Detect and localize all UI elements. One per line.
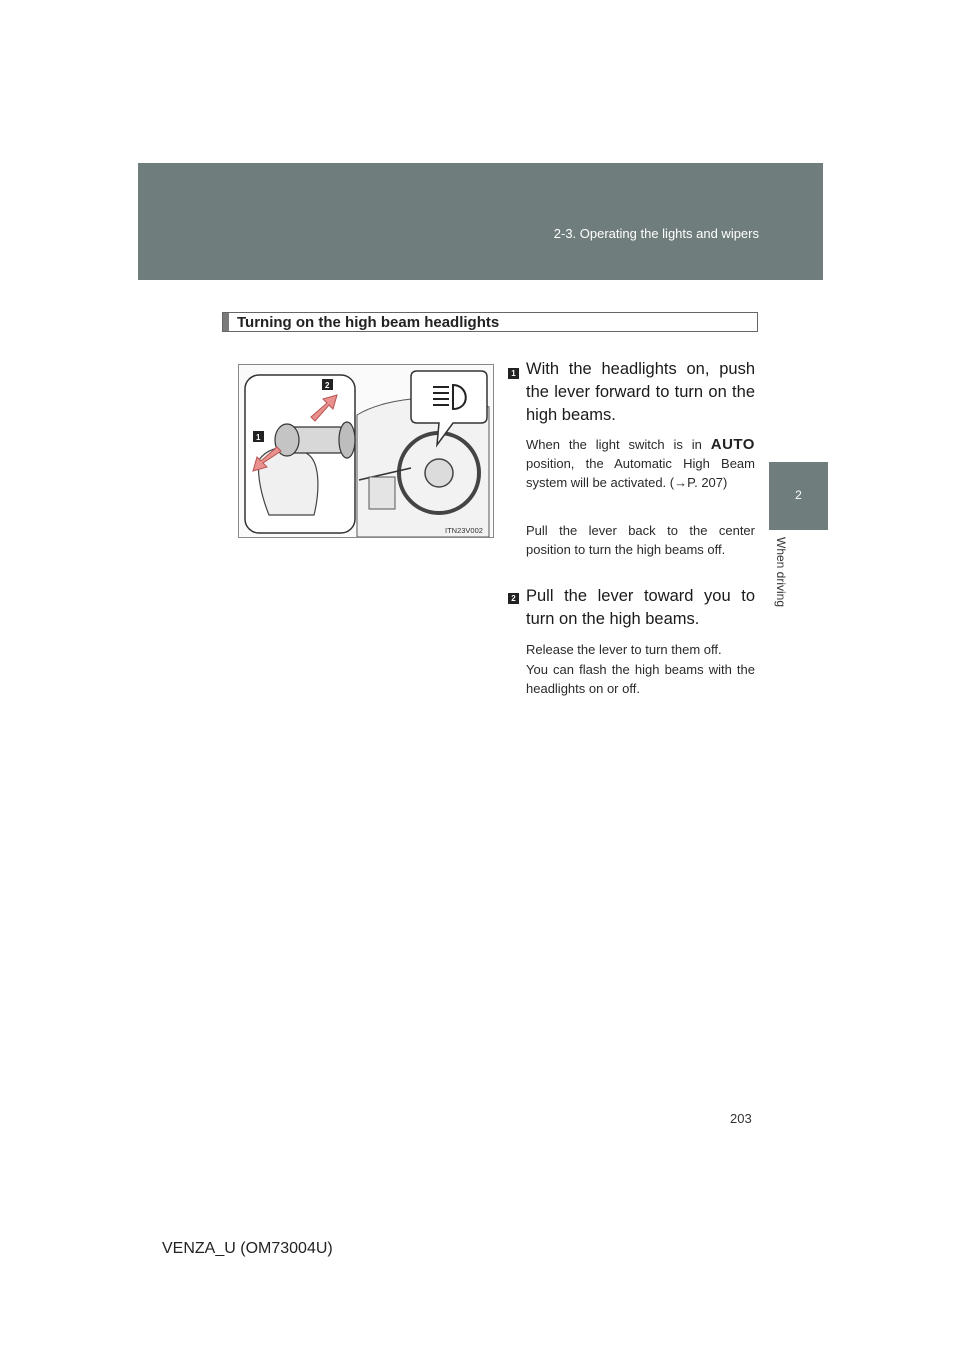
auto-symbol: AUTO: [710, 436, 755, 453]
section-heading: [222, 312, 758, 332]
step-2-marker: 2: [508, 593, 519, 604]
step-2-text: Pull the lever toward you to turn on the high beams.: [526, 587, 755, 628]
note-release: Release the lever to turn them off.: [526, 642, 722, 657]
heading-bar: [223, 313, 229, 331]
chapter-label-text: When driving: [774, 537, 788, 608]
page-number: 203: [730, 1111, 752, 1126]
step-1-marker: 1: [508, 368, 519, 379]
section-title: 2-3. Operating the lights and wipers: [553, 226, 759, 241]
chapter-tab: [769, 462, 828, 530]
document-code: VENZA_U (OM73004U): [162, 1240, 333, 1257]
step-1-text: With the headlights on, push the lever forward to turn on the high beams.: [526, 360, 755, 424]
chapter-number: 2: [795, 488, 802, 502]
note-flash: You can flash the high beams with the headlights on or off.: [526, 662, 755, 696]
console-panel: [369, 477, 395, 509]
lever-illustration: [238, 364, 494, 538]
heading-text: Turning on the high beam headlights: [237, 314, 500, 331]
note-auto-before: When the light switch is in: [526, 437, 702, 452]
note-auto: [526, 435, 755, 492]
marker-1-label: 1: [256, 433, 261, 442]
marker-2-label: 2: [325, 381, 330, 390]
illustration-drawing: [239, 365, 493, 537]
note-center: Pull the lever back to the center position to turn the high beams off.: [526, 523, 755, 557]
chapter-label: [772, 535, 790, 645]
note-auto-after: position, the Automatic High Beam system will be activated. (→P. 207): [526, 456, 755, 490]
illustration-code: ITN23V002: [445, 526, 483, 535]
lever-collar: [339, 422, 355, 458]
header-band: [138, 163, 823, 280]
steering-hub: [425, 459, 453, 487]
